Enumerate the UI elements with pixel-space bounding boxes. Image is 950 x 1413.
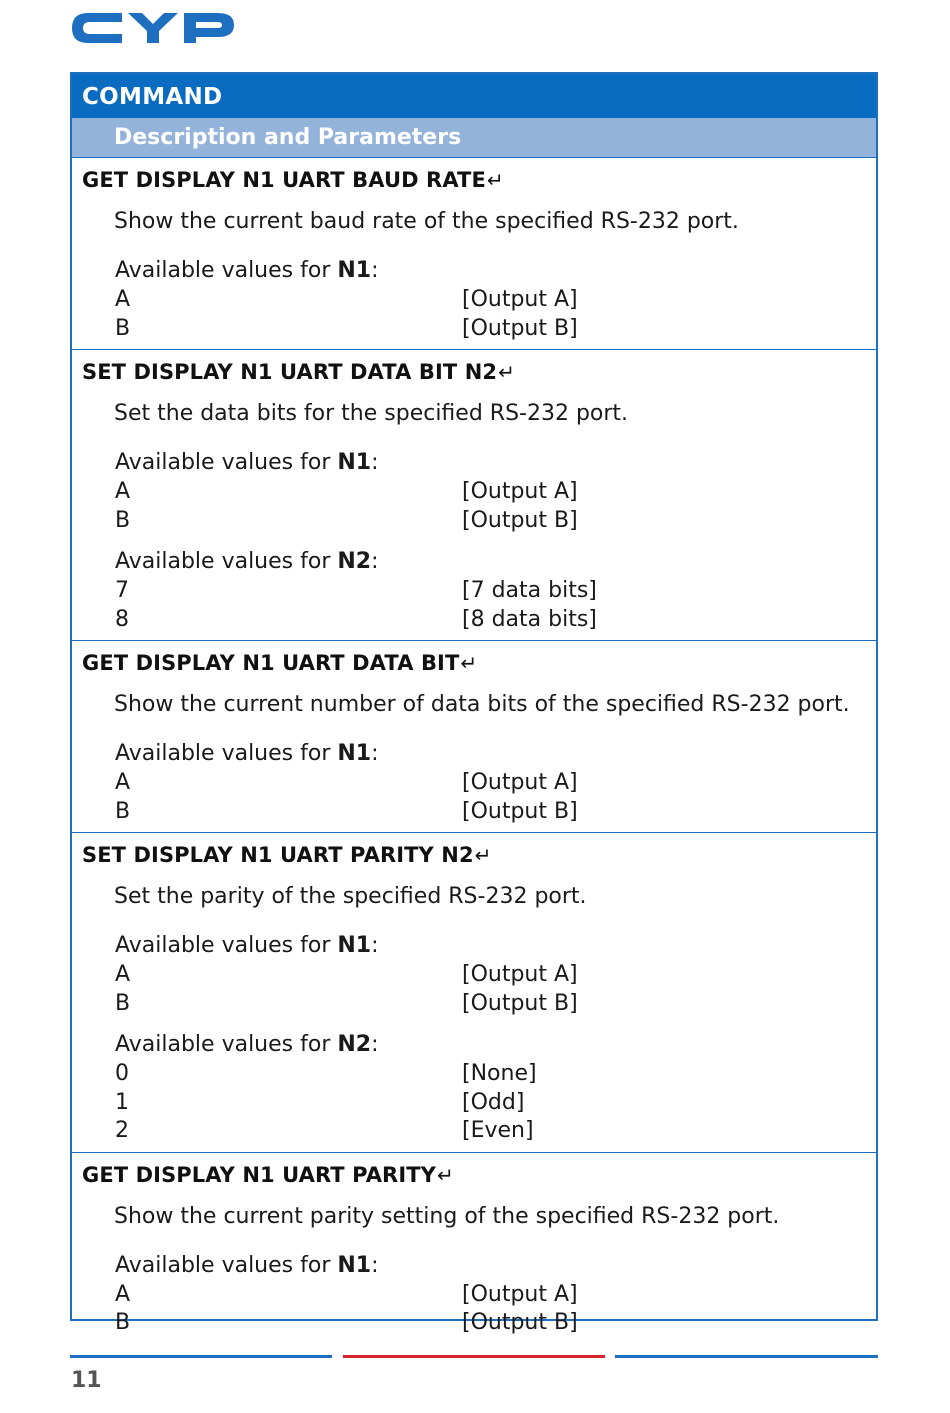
value-row <box>72 1117 876 1146</box>
value-meaning: [Output B] <box>462 315 578 341</box>
page-number: 11 <box>71 1368 102 1393</box>
value-meaning: [Output B] <box>462 1310 578 1335</box>
cyp-logo <box>70 10 236 46</box>
value-meaning: [Output B] <box>462 798 578 824</box>
value-key: A <box>115 962 131 987</box>
command-section <box>72 641 876 833</box>
command-section <box>72 1153 876 1344</box>
available-prefix: Available values for <box>115 933 338 958</box>
return-icon: ↵ <box>460 651 478 675</box>
available-suffix: : <box>371 1032 379 1057</box>
footer-line-middle <box>343 1355 605 1358</box>
header-description: Description and Parameters <box>72 118 876 158</box>
value-meaning: [Output A] <box>462 962 578 987</box>
command-name <box>72 833 876 875</box>
available-values-label <box>72 1251 876 1281</box>
value-key: 1 <box>115 1089 129 1115</box>
parameter-name: N1 <box>337 1252 372 1278</box>
value-key: 2 <box>115 1118 129 1143</box>
value-meaning: [Output A] <box>462 1281 578 1307</box>
value-row <box>72 1309 876 1338</box>
available-values-label <box>72 448 876 478</box>
available-prefix: Available values for <box>115 741 338 766</box>
available-suffix: : <box>371 933 379 958</box>
parameter-name: N1 <box>337 450 372 475</box>
return-icon: ↵ <box>486 168 504 192</box>
value-row <box>72 478 876 507</box>
return-icon: ↵ <box>474 843 492 867</box>
available-prefix: Available values for <box>115 1032 338 1057</box>
value-row <box>72 507 876 536</box>
footer-line-right <box>615 1355 878 1358</box>
value-row <box>72 1281 876 1310</box>
available-suffix: : <box>371 741 379 766</box>
command-text: GET DISPLAY N1 UART PARITY <box>82 1162 436 1187</box>
parameter-name: N1 <box>337 741 372 766</box>
available-values-label <box>72 1030 876 1060</box>
value-key: 8 <box>115 606 129 632</box>
value-meaning: [Output A] <box>462 479 578 504</box>
available-suffix: : <box>371 258 379 283</box>
available-values-label <box>72 547 876 577</box>
available-suffix: : <box>371 1252 379 1278</box>
command-name <box>72 350 876 392</box>
value-meaning: [Odd] <box>462 1089 525 1115</box>
command-section <box>72 158 876 350</box>
command-description: Set the parity of the specified RS-232 port. <box>114 884 587 909</box>
value-key: A <box>115 1281 131 1307</box>
value-row <box>72 1089 876 1118</box>
command-description: Show the current parity setting of the specified RS-232 port. <box>114 1203 780 1229</box>
value-meaning: [8 data bits] <box>462 606 597 632</box>
command-section <box>72 350 876 641</box>
command-name <box>72 641 876 683</box>
value-meaning: [Output A] <box>462 287 578 312</box>
value-row <box>72 286 876 315</box>
value-meaning: [Output B] <box>462 990 578 1016</box>
value-meaning: [None] <box>462 1061 537 1086</box>
value-meaning: [7 data bits] <box>462 578 597 603</box>
command-section <box>72 833 876 1153</box>
value-meaning: [Output A] <box>462 770 578 795</box>
header-command: COMMAND <box>72 74 876 118</box>
value-key: B <box>115 798 131 824</box>
available-prefix: Available values for <box>115 549 338 574</box>
value-row <box>72 990 876 1019</box>
available-values-label <box>72 739 876 769</box>
value-key: B <box>115 315 131 341</box>
available-suffix: : <box>371 450 379 475</box>
value-meaning: [Output B] <box>462 507 578 533</box>
parameter-name: N1 <box>337 258 372 283</box>
value-row <box>72 577 876 606</box>
available-prefix: Available values for <box>115 450 338 475</box>
value-row <box>72 315 876 344</box>
available-values-label <box>72 256 876 286</box>
command-description: Show the current baud rate of the specified RS-232 port. <box>114 209 739 234</box>
available-prefix: Available values for <box>115 1252 338 1278</box>
command-text: GET DISPLAY N1 UART BAUD RATE <box>82 168 486 192</box>
value-key: B <box>115 507 131 533</box>
command-table <box>70 72 878 1335</box>
value-key: 0 <box>115 1061 129 1086</box>
return-icon: ↵ <box>498 360 515 384</box>
available-suffix: : <box>371 549 379 574</box>
value-key: A <box>115 770 131 795</box>
value-key: B <box>115 990 131 1016</box>
command-description: Show the current number of data bits of the specified RS-232 port. <box>114 692 850 717</box>
available-values-label <box>72 931 876 961</box>
value-key: 7 <box>115 578 129 603</box>
command-name <box>72 158 876 200</box>
value-row <box>72 606 876 635</box>
value-key: A <box>115 479 131 504</box>
value-key: B <box>115 1310 131 1335</box>
command-description: Set the data bits for the specified RS-232 port. <box>114 401 629 426</box>
value-row <box>72 961 876 990</box>
command-text: SET DISPLAY N1 UART DATA BIT N2 <box>82 360 498 384</box>
value-meaning: [Even] <box>462 1118 534 1143</box>
command-text: GET DISPLAY N1 UART DATA BIT <box>82 651 460 675</box>
parameter-name: N2 <box>337 549 372 574</box>
value-key: A <box>115 287 131 312</box>
command-name <box>72 1153 876 1195</box>
value-row <box>72 798 876 827</box>
value-row <box>72 769 876 798</box>
command-text: SET DISPLAY N1 UART PARITY N2 <box>82 843 474 867</box>
available-prefix: Available values for <box>115 258 338 283</box>
return-icon: ↵ <box>436 1162 454 1187</box>
parameter-name: N1 <box>337 933 372 958</box>
parameter-name: N2 <box>337 1032 372 1057</box>
footer-line-left <box>70 1355 332 1358</box>
value-row <box>72 1060 876 1089</box>
